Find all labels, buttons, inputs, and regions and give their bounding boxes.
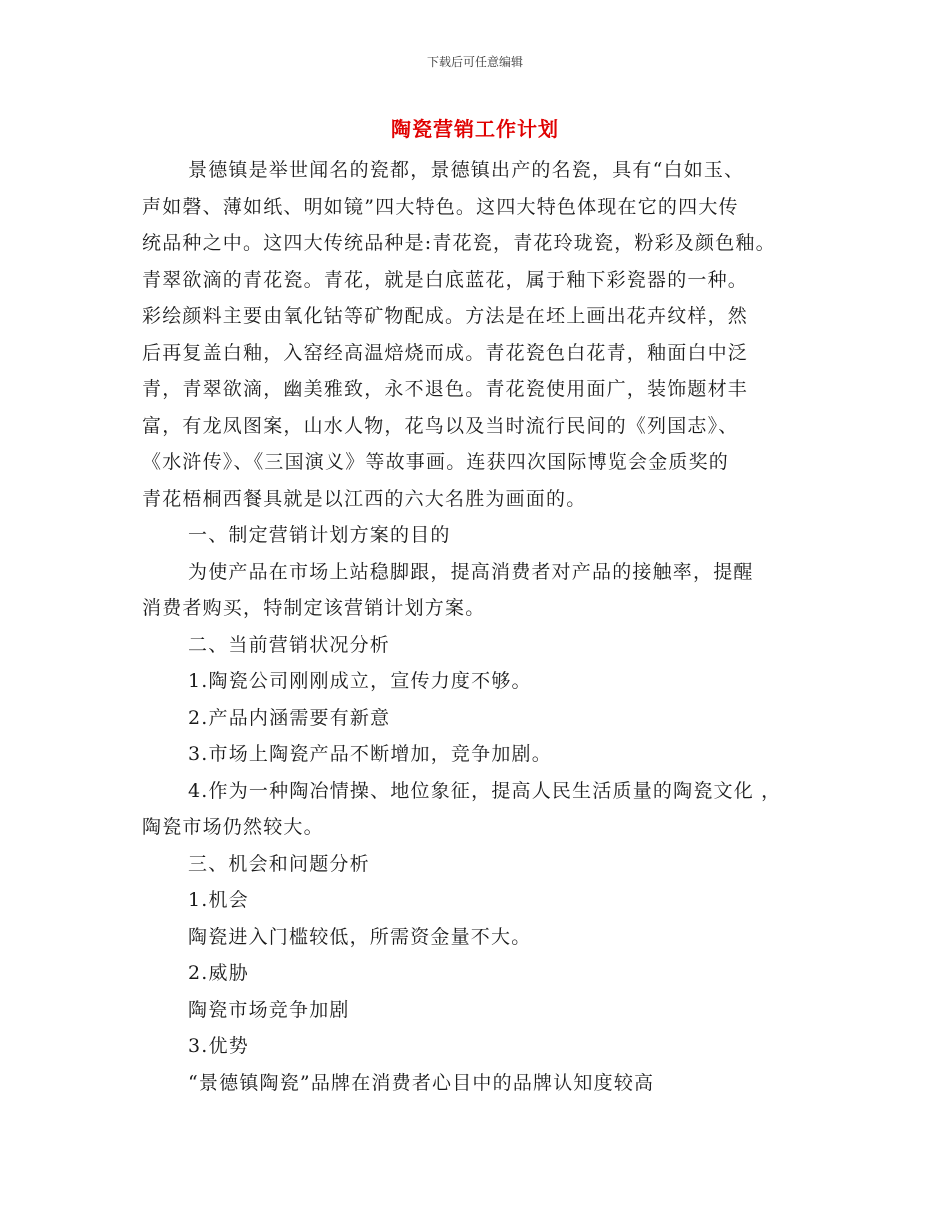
- intro-line: 富，有龙凤图案，山水人物，花鸟以及当时流行民间的《列国志》、: [142, 414, 739, 437]
- status-item-line: 陶瓷市场仍然较大。: [142, 816, 324, 838]
- intro-line: 《水浒传》、《三国演义》等故事画。连获四次国际博览会金质奖的: [142, 451, 730, 473]
- document-title: 陶瓷营销工作计划: [391, 117, 559, 141]
- purpose-paragraph: [142, 554, 822, 627]
- analysis-subheading: 2.威胁: [188, 962, 249, 984]
- intro-line: 青翠欲滴的青花瓷。青花，就是白底蓝花，属于釉下彩瓷器的一种。: [142, 268, 749, 291]
- analysis-subheading: 3.优势: [188, 1035, 249, 1057]
- intro-line: 统品种之中。这四大传统品种是:青花瓷，青花玲珑瓷，粉彩及颜色釉。: [142, 232, 776, 254]
- purpose-line: 消费者购买，特制定该营销计划方案。: [142, 597, 486, 619]
- analysis-text: 陶瓷市场竞争加剧: [188, 998, 350, 1021]
- status-item: 3.市场上陶瓷产品不断增加，竞争加剧。: [188, 743, 552, 765]
- analysis-text: 陶瓷进入门槛较低，所需资金量不大。: [188, 925, 532, 948]
- document-body: [142, 152, 822, 1101]
- intro-paragraph: [142, 152, 822, 517]
- analysis-subheading: 1.机会: [188, 889, 249, 911]
- intro-line: 彩绘颜料主要由氧化钴等矿物配成。方法是在坯上画出花卉纹样，然: [142, 305, 749, 327]
- intro-line: 景德镇是举世闻名的瓷都，景德镇出产的名瓷，具有“白如玉、: [188, 159, 745, 181]
- intro-line: 声如磬、薄如纸、明如镜”四大特色。这四大特色体现在它的四大传: [142, 195, 739, 218]
- intro-line: 青，青翠欲滴，幽美雅致，永不退色。青花瓷使用面广，装饰题材丰: [142, 378, 749, 400]
- status-item-4: [142, 773, 822, 846]
- status-item-line: 4.作为一种陶冶情操、地位象征，提高人民生活质量的陶瓷文化 ，: [188, 779, 782, 802]
- section-heading-purpose: 一、制定营销计划方案的目的: [188, 524, 451, 546]
- analysis-text: “景德镇陶瓷”品牌在消费者心目中的品牌认知度较高: [188, 1071, 655, 1094]
- status-item: 1.陶瓷公司刚刚成立，宣传力度不够。: [188, 670, 532, 692]
- section-heading-status: 二、当前营销状况分析: [188, 633, 391, 656]
- intro-line: 青花梧桐西餐具就是以江西的六大名胜为画面的。: [142, 487, 587, 510]
- header-note: 下载后可任意编辑: [426, 55, 523, 69]
- purpose-line: 为使产品在市场上站稳脚跟，提高消费者对产品的接触率，提醒: [188, 560, 754, 583]
- section-heading-analysis: 三、机会和问题分析: [188, 852, 370, 875]
- intro-line: 后再复盖白釉，入窑经高温焙烧而成。青花瓷色白花青，釉面白中泛: [142, 341, 749, 364]
- status-item: 2.产品内涵需要有新意: [188, 706, 391, 729]
